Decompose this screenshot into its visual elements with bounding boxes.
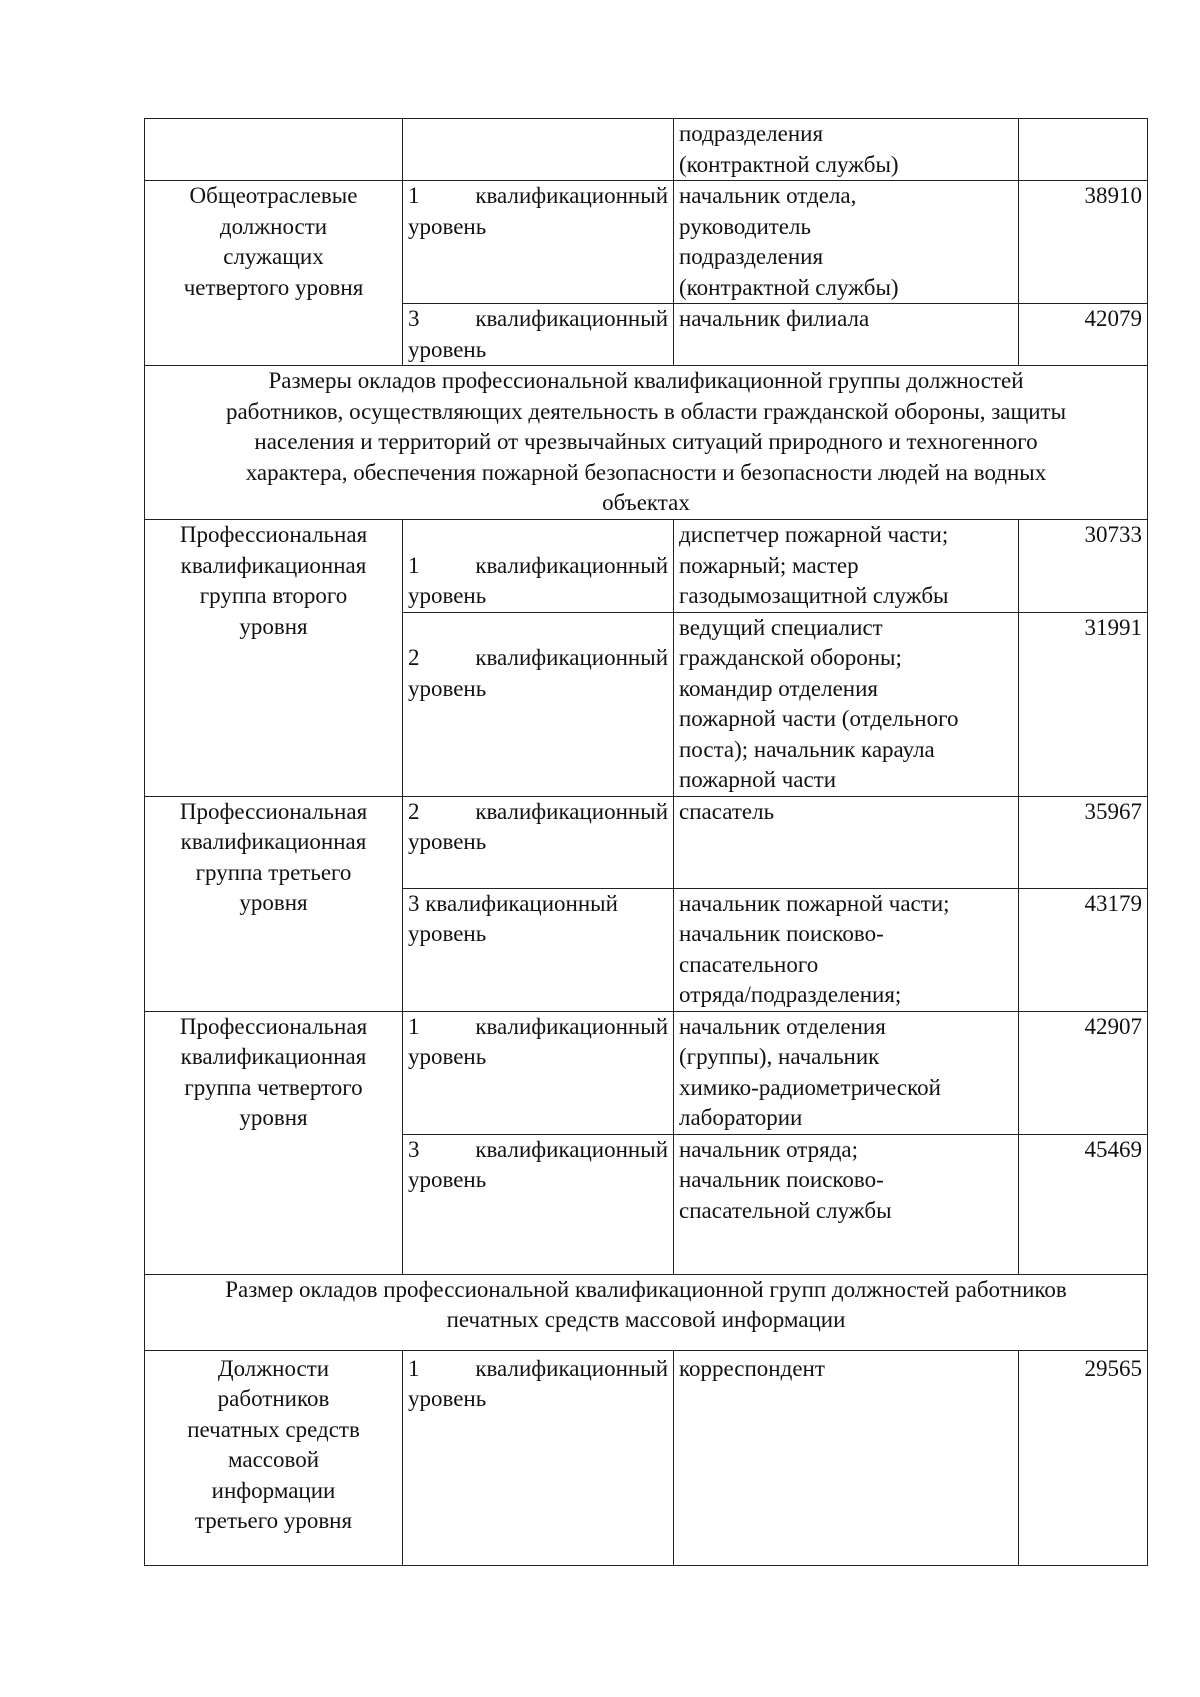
salary-cell: 45469 bbox=[1019, 1134, 1148, 1274]
table-row bbox=[145, 520, 1148, 613]
group-cell bbox=[145, 119, 403, 181]
table-row bbox=[145, 119, 1148, 181]
salary-cell bbox=[1019, 119, 1148, 181]
salary-cell: 30733 bbox=[1019, 520, 1148, 613]
salary-cell: 35967 bbox=[1019, 796, 1148, 888]
position-cell: начальник отряда; начальник поисково- спасательной службы bbox=[674, 1134, 1019, 1274]
section-title-civil-defense: Размеры окладов профессиональной квалификационной группы должностей работников, осуществляющих деятельность в области гражданской обороны, защиты населения и территорий от чрезвычайных ситуаций природного и техногенного характера, обеспечения пожарной безопасности и безопасности людей на водных объектах bbox=[145, 366, 1148, 520]
salary-cell: 42907 bbox=[1019, 1011, 1148, 1134]
table-row bbox=[145, 1011, 1148, 1134]
salary-cell: 29565 bbox=[1019, 1350, 1148, 1565]
salary-cell: 38910 bbox=[1019, 181, 1148, 304]
salary-table bbox=[144, 118, 1148, 1566]
level-cell: 3 квалификационный уровень bbox=[403, 1134, 674, 1274]
salary-cell: 31991 bbox=[1019, 612, 1148, 796]
level-cell: 1 квалификационный уровень bbox=[403, 520, 674, 613]
salary-cell: 42079 bbox=[1019, 304, 1148, 366]
table-row bbox=[145, 181, 1148, 304]
level-cell: 1 квалификационный уровень bbox=[403, 1011, 674, 1134]
table-row bbox=[145, 1350, 1148, 1565]
position-cell: ведущий специалист гражданской обороны; командир отделения пожарной части (отдельного поста); начальник караула пожарной части bbox=[674, 612, 1019, 796]
group-cell: Профессиональная квалификационная группа четвертого уровня bbox=[145, 1011, 403, 1274]
position-cell: начальник отдела, руководитель подразделения (контрактной службы) bbox=[674, 181, 1019, 304]
table-row bbox=[145, 796, 1148, 888]
level-cell: 3 квалификационный уровень bbox=[403, 304, 674, 366]
section-header-row bbox=[145, 1274, 1148, 1350]
position-cell: диспетчер пожарной части; пожарный; мастер газодымозащитной службы bbox=[674, 520, 1019, 613]
group-cell: Общеотраслевые должности служащих четвертого уровня bbox=[145, 181, 403, 366]
level-cell: 1 квалификационный уровень bbox=[403, 181, 674, 304]
group-cell: Должности работников печатных средств массовой информации третьего уровня bbox=[145, 1350, 403, 1565]
position-cell: начальник филиала bbox=[674, 304, 1019, 366]
position-cell: спасатель bbox=[674, 796, 1019, 888]
level-cell: 2 квалификационный уровень bbox=[403, 796, 674, 888]
position-cell: начальник пожарной части; начальник поисково- спасательного отряда/подразделения; bbox=[674, 888, 1019, 1011]
group-cell: Профессиональная квалификационная группа второго уровня bbox=[145, 520, 403, 797]
level-cell: 1 квалификационный уровень bbox=[403, 1350, 674, 1565]
section-header-row bbox=[145, 366, 1148, 520]
position-cell: начальник отделения (группы), начальник химико-радиометрической лаборатории bbox=[674, 1011, 1019, 1134]
level-cell: 2 квалификационный уровень bbox=[403, 612, 674, 796]
level-cell bbox=[403, 119, 674, 181]
section-title-mass-media: Размер окладов профессиональной квалификационной групп должностей работников печатных средств массовой информации bbox=[145, 1274, 1148, 1350]
position-cell: корреспондент bbox=[674, 1350, 1019, 1565]
position-cell: подразделения (контрактной службы) bbox=[674, 119, 1019, 181]
group-cell: Профессиональная квалификационная группа третьего уровня bbox=[145, 796, 403, 1011]
level-cell: 3 квалификационный уровень bbox=[403, 888, 674, 1011]
salary-cell: 43179 bbox=[1019, 888, 1148, 1011]
